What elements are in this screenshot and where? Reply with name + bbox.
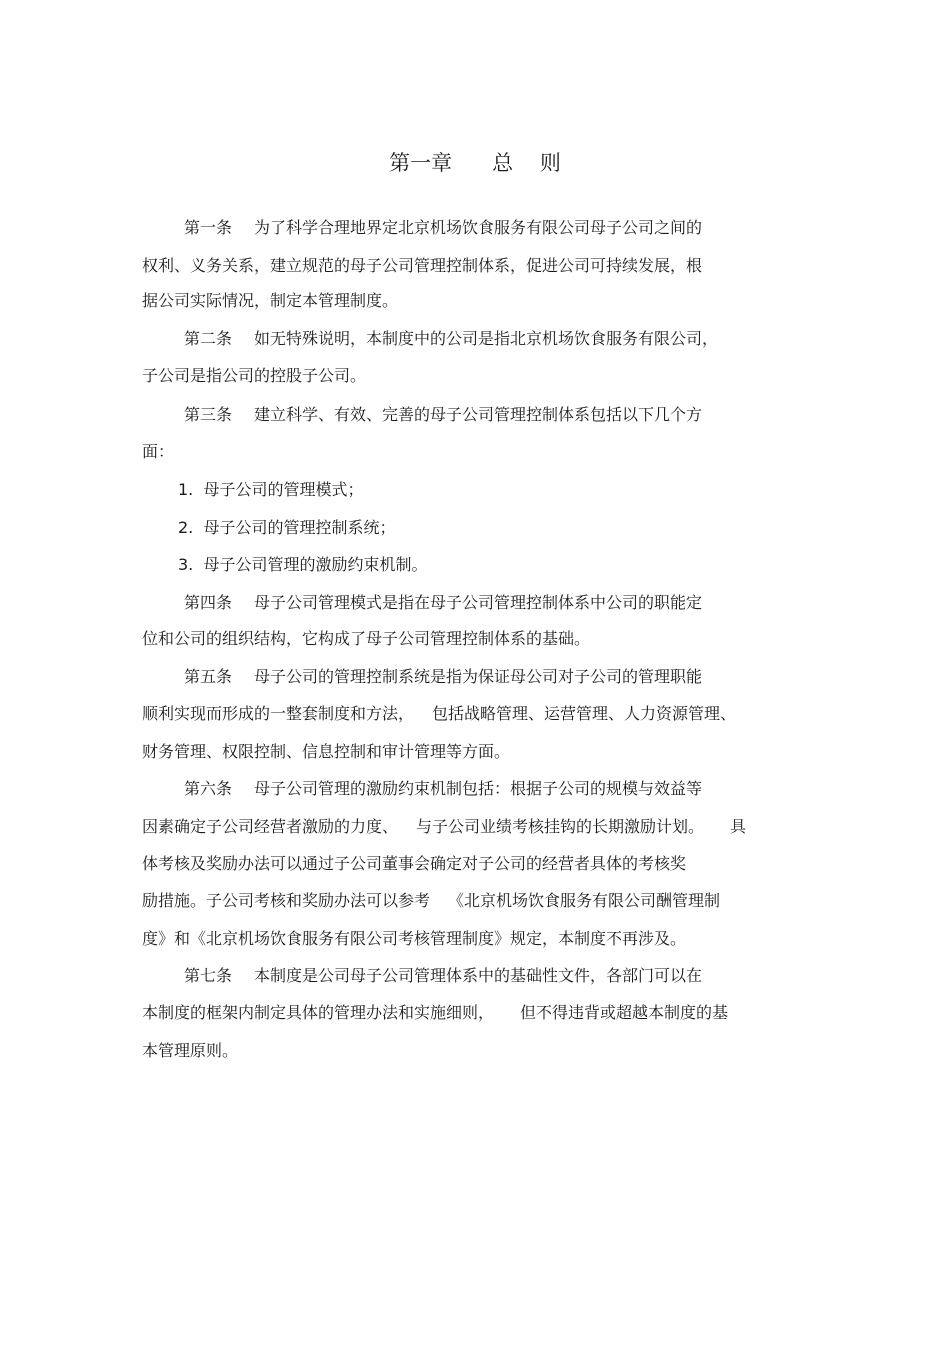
list-item-text: 母子公司的管理模式； — [203, 480, 364, 499]
article-7-text-part-a: 本制度的框架内制定具体的管理办法和实施细则， — [142, 1003, 495, 1022]
list-item-number: 3. — [178, 555, 194, 574]
list-item-number: 2. — [178, 518, 194, 537]
article-5-line-3: 财务管理、权限控制、信息控制和审计管理等方面。 — [142, 742, 511, 761]
article-7-line-2 — [142, 1001, 728, 1025]
list-item-text: 母子公司管理的激励约束机制。 — [203, 555, 428, 574]
article-5-text-part-b: 包括战略管理、运营管理、人力资源管理、 — [432, 704, 737, 723]
article-7-label: 第七条 — [184, 966, 233, 985]
chapter-title: 第一章 总 则 — [389, 151, 561, 175]
article-6-text-part-e: 《北京机场饮食服务有限公司酬管理制 — [448, 891, 721, 910]
article-1-label: 第一条 — [184, 218, 233, 237]
article-6-text-part-c: 具 — [730, 817, 747, 836]
article-3-line-2: 面： — [142, 442, 175, 461]
article-1-text: 为了科学合理地界定北京机场饮食服务有限公司母子公司之间的 — [254, 218, 703, 237]
article-6-text-part-a: 因素确定子公司经营者激励的力度、 — [142, 817, 399, 836]
article-6-line-1 — [184, 777, 702, 801]
article-5-text: 母子公司的管理控制系统是指为保证母公司对子公司的管理职能 — [254, 667, 703, 686]
article-3-line-1 — [184, 403, 702, 427]
article-7-text-part-b: 但不得违背或超越本制度的基 — [520, 1003, 729, 1022]
article-6-line-4 — [142, 889, 720, 913]
article-1-line-1 — [184, 216, 702, 240]
article-2-line-2: 子公司是指公司的控股子公司。 — [142, 366, 367, 385]
article-1-line-3: 据公司实际情况，制定本管理制度。 — [142, 291, 399, 310]
article-6-line-2 — [142, 815, 746, 839]
article-5-text-part-a: 顺利实现而形成的一整套制度和方法， — [142, 704, 415, 723]
article-3-label: 第三条 — [184, 405, 233, 424]
article-3-text: 建立科学、有效、完善的母子公司管理控制体系包括以下几个方 — [254, 405, 703, 424]
article-4-label: 第四条 — [184, 593, 233, 612]
article-6-text-part-d: 励措施。子公司考核和奖励办法可以参考 — [142, 891, 431, 910]
article-2-text: 如无特殊说明，本制度中的公司是指北京机场饮食服务有限公司， — [254, 329, 719, 348]
article-1-line-2: 权利、义务关系，建立规范的母子公司管理控制体系，促进公司可持续发展，根 — [142, 256, 703, 275]
list-item-text: 母子公司的管理控制系统； — [203, 518, 396, 537]
article-7-line-3: 本管理原则。 — [142, 1041, 239, 1060]
article-5-line-1 — [184, 665, 702, 689]
list-item-number: 1. — [178, 480, 194, 499]
article-4-line-1 — [184, 591, 702, 615]
article-6-text-part-b: 与子公司业绩考核挂钩的长期激励计划。 — [416, 817, 705, 836]
article-5-label: 第五条 — [184, 667, 233, 686]
article-7-line-1 — [184, 964, 702, 988]
list-item — [178, 478, 363, 502]
article-2-line-1 — [184, 327, 718, 351]
article-6-line-5: 度》和《北京机场饮食服务有限公司考核管理制度》规定，本制度不再涉及。 — [142, 929, 687, 948]
list-item — [178, 516, 395, 540]
article-4-line-2: 位和公司的组织结构，它构成了母子公司管理控制体系的基础。 — [142, 629, 591, 648]
article-2-label: 第二条 — [184, 329, 233, 348]
article-5-line-2 — [142, 702, 736, 726]
article-6-text: 母子公司管理的激励约束机制包括：根据子公司的规模与效益等 — [254, 779, 703, 798]
list-item — [178, 553, 427, 577]
article-6-label: 第六条 — [184, 779, 233, 798]
article-6-line-3: 体考核及奖励办法可以通过子公司董事会确定对子公司的经营者具体的考核奖 — [142, 854, 687, 873]
article-4-text: 母子公司管理模式是指在母子公司管理控制体系中公司的职能定 — [254, 593, 703, 612]
article-7-text: 本制度是公司母子公司管理体系中的基础性文件，各部门可以在 — [254, 966, 703, 985]
